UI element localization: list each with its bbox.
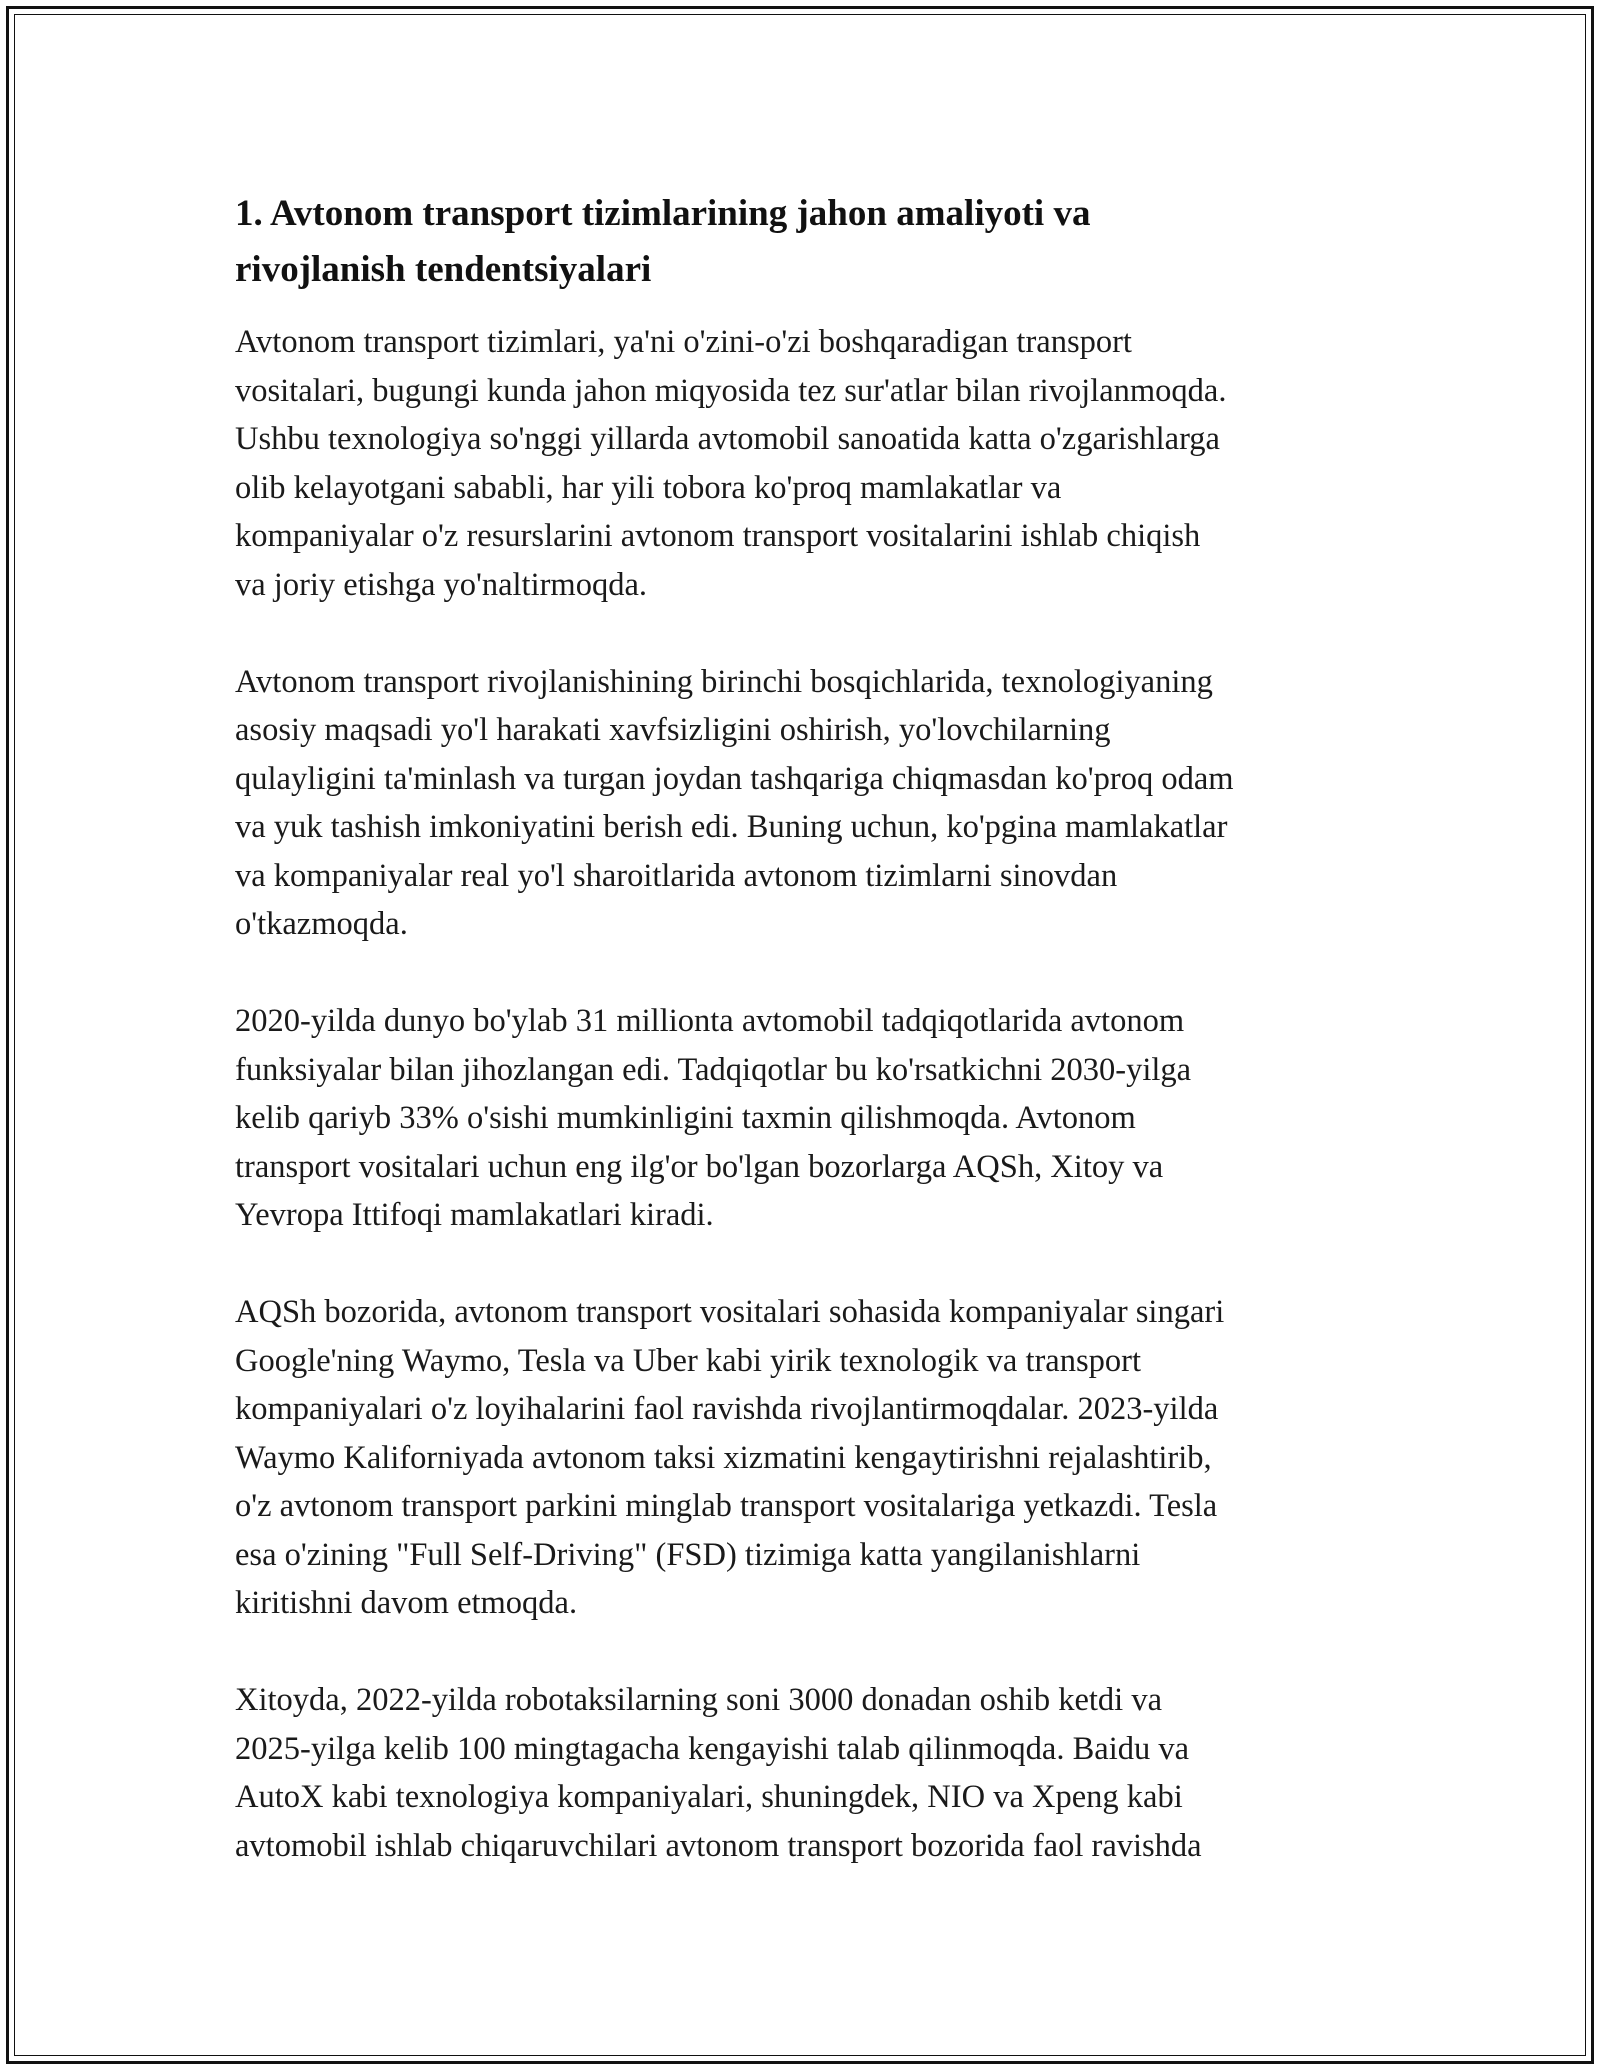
paragraph-2: Avtonom transport rivojlanishining birinchi bosqichlarida, texnologiyaning asosiy maqsadi yo'l harakati xavfsizligini oshirish, yo'lovchilarning qulayligini ta'minlash va turgan joydan tashqariga chiqmasdan ko'proq odam va yuk tashish imkoniyatini berish edi. Buning uchun, ko'pgina mamlakatlar va kompaniyalar real yo'l sharoitlarida avtonom tizimlarni sinovdan o'tkazmoqda. bbox=[235, 663, 1234, 942]
paragraph-5: Xitoyda, 2022-yilda robotaksilarning soni 3000 donadan oshib ketdi va 2025-yilga kelib 100 mingtagacha kengayishi talab qilinmoqda. Baidu va AutoX kabi texnologiya kompaniyalari, shuningdek, NIO va Xpeng kabi avtomobil ishlab chiqaruvchilari avtonom transport bozorida faol ravishda bbox=[235, 1682, 1202, 1864]
paragraph-1: Avtonom transport tizimlari, ya'ni o'zini-o'zi boshqaradigan transport vositalari, bugungi kunda jahon miqyosida tez sur'atlar bilan rivojlanmoqda. Ushbu texnologiya so'nggi yillarda avtomobil sanoatida katta o'zgarishlarga olib kelayotgani sababli, har yili tobora ko'proq mamlakatlar va kompaniyalar o'z resurslarini avtonom transport vositalarini ishlab chiqish va joriy etishga yo'naltirmoqda. bbox=[235, 324, 1227, 603]
document-body bbox=[235, 186, 1375, 1919]
section-heading: 1. Avtonom transport tizimlarining jahon amaliyoti va rivojlanish tendentsiyalari bbox=[235, 193, 1091, 290]
paragraph-4: AQSh bozorida, avtonom transport vositalari sohasida kompaniyalar singari Google'ning Waymo, Tesla va Uber kabi yirik texnologik va transport kompaniyalari o'z loyihalarini faol ravishda rivojlantirmoqdalar. 2023-yilda Waymo Kaliforniyada avtonom taksi xizmatini kengaytirishni rejalashtirib, o'z avtonom transport parkini minglab transport vositalariga yetkazdi. Tesla esa o'zining "Full Self-Driving" (FSD) tizimiga katta yangilanishlarni kiritishni davom etmoqda. bbox=[235, 1294, 1225, 1621]
paragraph-3: 2020-yilda dunyo bo'ylab 31 millionta avtomobil tadqiqotlarida avtonom funksiyalar bilan jihozlangan edi. Tadqiqotlar bu ko'rsatkichni 2030-yilga kelib qariyb 33% o'sishi mumkinligini taxmin qilishmoqda. Avtonom transport vositalari uchun eng ilg'or bo'lgan bozorlarga AQSh, Xitoy va Yevropa Ittifoqi mamlakatlari kiradi. bbox=[235, 1003, 1192, 1233]
